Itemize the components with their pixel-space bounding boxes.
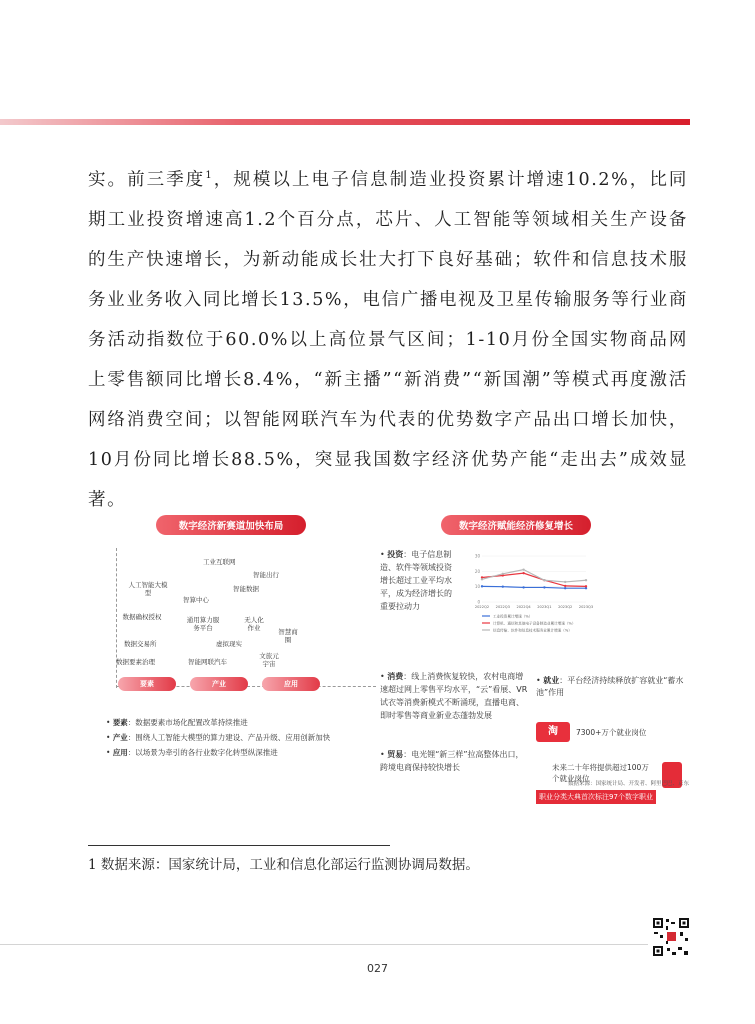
x-tick-label: 2023Q1	[537, 605, 552, 609]
footnote: 1 数据来源：国家统计局，工业和信息化部运行监测协调局数据。	[88, 857, 479, 873]
y-tick-label: 20	[474, 568, 480, 574]
infographic	[98, 510, 698, 801]
map-label: 数据要素治理	[116, 658, 155, 666]
employment-text: • 就业：平台经济持续释放扩容就业“蓄水池”作用	[536, 676, 684, 697]
invest-block: • 投资：电子信息制造、软件等领域投资增长超过工业平均水平，成为经济增长的重要拉动力	[380, 550, 452, 611]
right-banner: 数字经济赋能经济修复增长	[441, 515, 591, 535]
legend-row: • 要素：数据要素市场化配置改革持续推进	[106, 718, 248, 727]
data-point	[481, 578, 483, 580]
map-label: 智慧商圈	[278, 628, 298, 644]
data-point	[502, 585, 504, 587]
data-point	[564, 585, 566, 587]
x-tick-label: 2023Q2	[558, 605, 573, 609]
y-tick-label: 30	[474, 553, 480, 559]
data-point	[543, 579, 545, 581]
footer-rule	[0, 944, 648, 945]
data-point	[522, 586, 524, 588]
left-banner: 数字经济新赛道加快布局	[156, 515, 306, 535]
map-label: 通用算力服务平台	[186, 616, 220, 632]
map-label: 人工智能大模型	[128, 581, 168, 597]
body-paragraph	[88, 160, 688, 520]
y-tick-label: 10	[474, 584, 480, 590]
map-label: 虚拟现实	[216, 640, 242, 648]
x-tick-label: 2022Q2	[474, 605, 490, 609]
legend-row: • 产业：围绕人工智能大模型的算力建设、产品升级、应用创新加快	[106, 733, 331, 742]
qr-code-icon[interactable]	[652, 917, 690, 957]
taobao-logo: 淘	[536, 722, 570, 742]
data-point	[564, 581, 566, 583]
x-tick-label: 2022Q4	[516, 605, 531, 609]
map-label: 无人化作业	[244, 616, 264, 632]
legend-row: • 应用：以场景为牵引的各行业数字化转型纵深推进	[106, 748, 278, 757]
legend-label: 计算机、通信和其他电子设备制造业累计增速（%）	[493, 621, 576, 626]
job-stat-1: 7300+万个就业岗位	[576, 728, 647, 737]
map-label: 工业互联网	[203, 558, 236, 566]
legend-label: 工业投资累计增速（%）	[493, 614, 533, 619]
header-rule	[0, 119, 690, 125]
map-label: 智能网联汽车	[188, 658, 227, 666]
x-tick-label: 2022Q3	[495, 605, 510, 609]
y-tick-label: 0	[477, 599, 480, 605]
map-label: 智算中心	[183, 596, 209, 604]
legend-list	[106, 715, 396, 760]
pill-factor: 要素	[118, 677, 176, 691]
job-stat-2: 未来二十年将提供超过100万个就业岗位	[552, 763, 649, 783]
data-point	[522, 568, 524, 570]
source-note: 数据来源：国家统计局、开发者、阿里巴巴、京东	[568, 781, 690, 787]
page-number: 027	[367, 962, 388, 975]
pill-industry: 产业	[190, 677, 248, 691]
growth-line-chart	[470, 548, 594, 648]
para-text-post: ，规模以上电子信息制造业投资累计增速10.2%，比同期工业投资增速高1.2个百分点，芯片、人工智能等领域相关生产设备的生产快速增长，为新动能成长壮大打下良好基础；软件和信息技术服务业业务收入同比增长13.5%，电信广播电视及卫星传输服务等行业商务活动指数位于60.0%以上高位景气区间；1-10月份全国实物商品网上零售额同比增长8.4%，“新主播”“新消费”“新国潮”等模式再度激活网络消费空间；以智能网联汽车为代表的优势数字产品出口增长加快，10月份同比增长88.5%，突显我国数字经济优势产能“走出去”成效显著。	[88, 170, 688, 510]
pill-application: 应用	[262, 677, 320, 691]
data-point	[585, 579, 587, 581]
legend-label: 信息传输、软件和信息技术服务业累计增速（%）	[493, 628, 572, 633]
para-text-pre: 实。前三季度	[88, 170, 206, 190]
data-point	[543, 586, 545, 588]
data-point	[502, 573, 504, 575]
data-point	[522, 572, 524, 574]
map-label: 文旅元宇宙	[259, 652, 279, 668]
data-point	[481, 585, 483, 587]
job-ribbon: 职业分类大典首次标注97个数字职业	[536, 790, 656, 804]
data-point	[564, 587, 566, 589]
bubble-map	[108, 548, 378, 698]
map-label: 数据交易所	[124, 640, 157, 648]
footnote-rule	[88, 845, 390, 846]
trade-block: • 贸易：电光锂“新三样”拉高整体出口，跨境电商保持较快增长	[380, 750, 524, 772]
map-label: 数据确权授权	[122, 613, 162, 621]
map-label: 智能出行	[253, 571, 279, 579]
footnote-ref[interactable]: 1	[205, 170, 214, 182]
data-point	[585, 585, 587, 587]
consume-block: • 消费：线上消费恢复较快，农村电商增速超过网上零售平均水平，“云”看展、VR试衣等消费新模式不断涌现，直播电商、即时零售等商业新业态蓬勃发展	[380, 672, 528, 720]
map-label: 智能数据	[233, 585, 259, 593]
x-tick-label: 2023Q3	[578, 605, 594, 609]
